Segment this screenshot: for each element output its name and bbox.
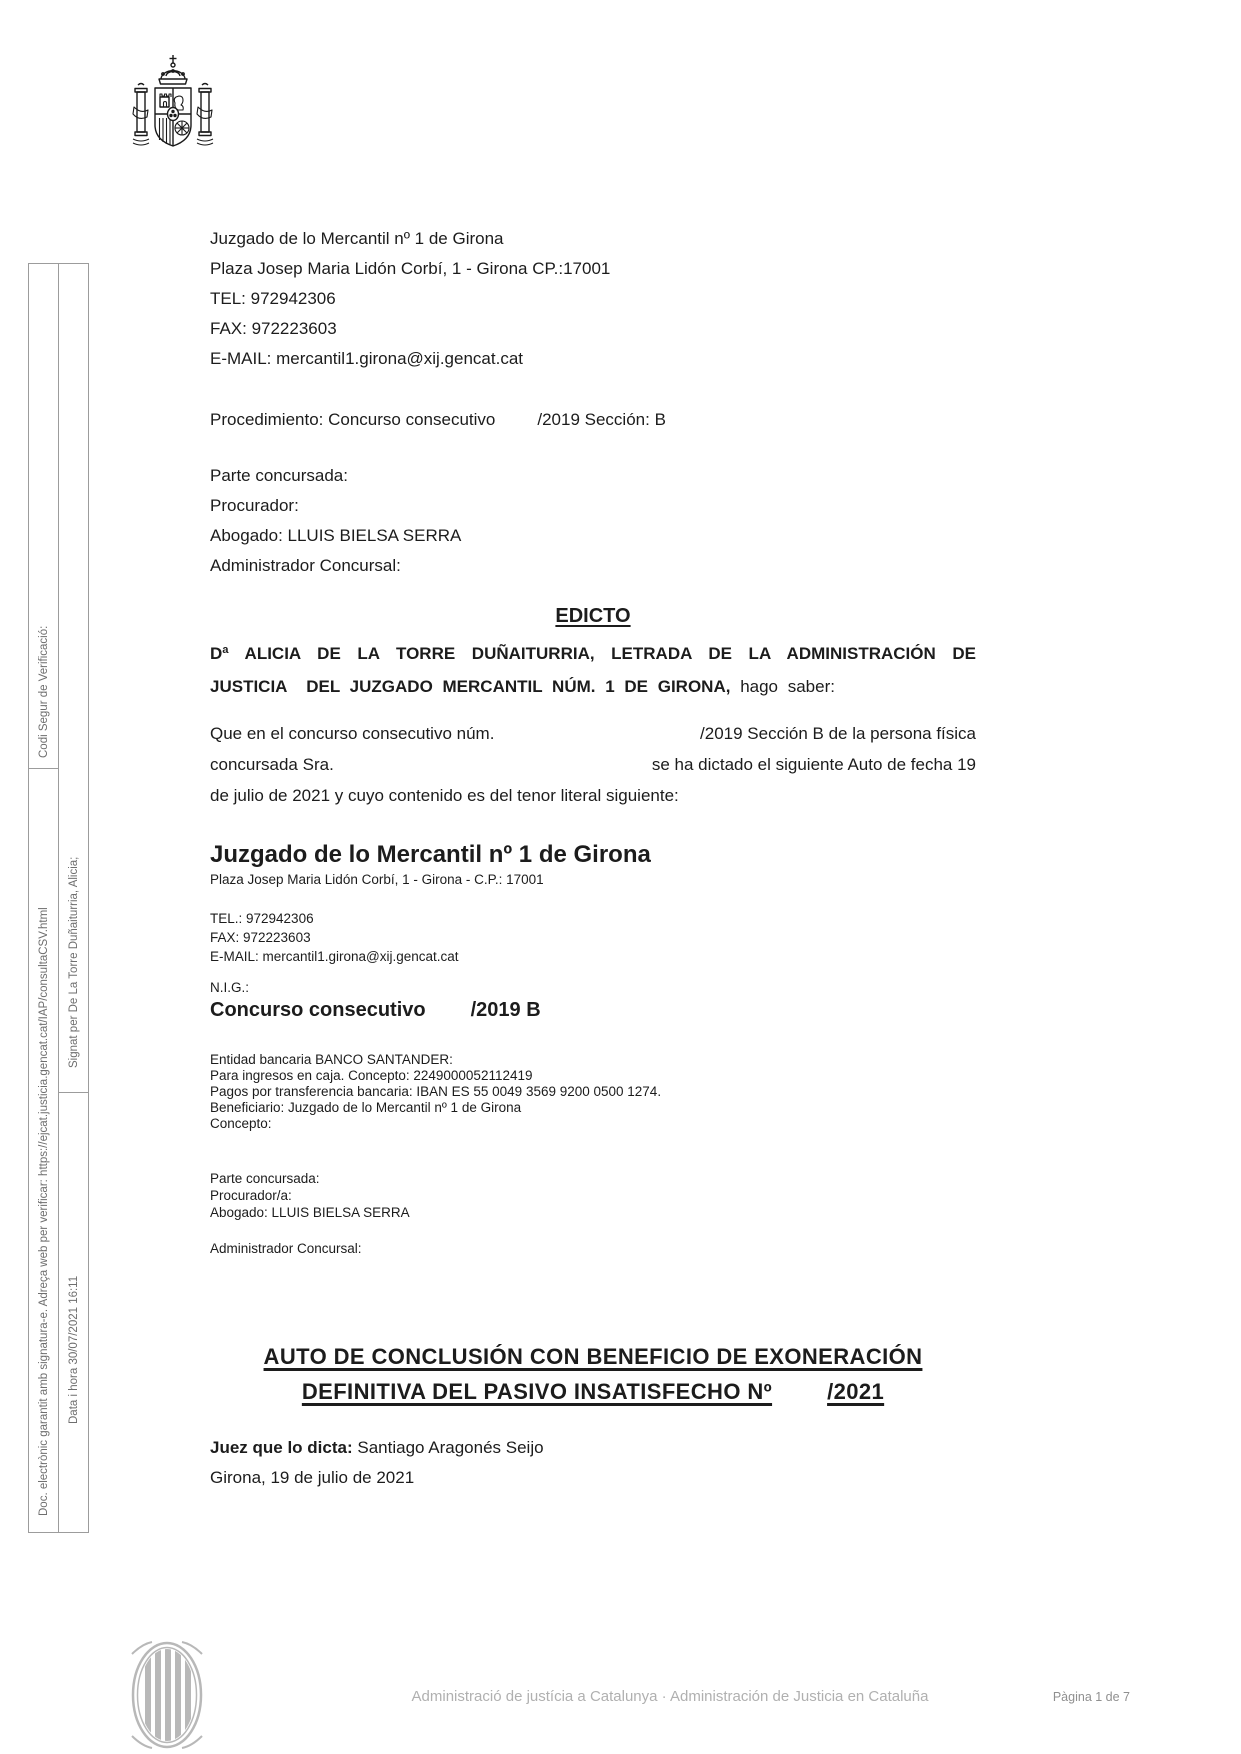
edicto-announcement — [210, 637, 976, 703]
nig-line: N.I.G.: — [210, 980, 250, 995]
court-email: E-MAIL: mercantil1.girona@xij.gencat.cat — [210, 349, 523, 368]
body-line-text: de julio de 2021 y cuyo contenido es del tenor literal siguiente: — [210, 786, 679, 805]
judge-name: Santiago Aragonés Seijo — [357, 1438, 544, 1457]
page-number: Pàgina 1 de 7 — [1052, 1690, 1130, 1704]
administrator-line: Administrador Concursal: — [210, 556, 401, 575]
procedure-ref: /2019 Sección: B — [537, 410, 666, 429]
case-label: Concurso consecutivo — [210, 999, 426, 1021]
body-line-text: concursada Sra. — [210, 755, 334, 774]
body-line — [210, 780, 976, 811]
attorney-line: Procurador: — [210, 496, 299, 515]
court-fax: FAX: 972223603 — [210, 319, 337, 338]
bank-line: Concepto: — [210, 1116, 272, 1131]
court-header — [210, 224, 976, 374]
case-reference — [210, 998, 976, 1022]
bank-line: Beneficiario: Juzgado de lo Mercantil nº 1 de Girona — [210, 1100, 522, 1115]
catalonia-seal-icon — [128, 1638, 206, 1752]
inner-contact-block — [210, 909, 976, 966]
csv-label: Codi Segur de Verificació: — [38, 625, 50, 758]
inner-administrator-line: Administrador Concursal: — [210, 1241, 362, 1256]
auto-title — [210, 1339, 976, 1409]
inner-party-line: Parte concursada: — [210, 1171, 320, 1186]
judge-block — [210, 1433, 976, 1493]
bank-details — [210, 1052, 976, 1132]
inner-party-block — [210, 1170, 976, 1221]
bank-line: Pagos por transferencia bancaria: IBAN ES 55 0049 3569 9200 0500 1274. — [210, 1084, 662, 1099]
procedure-label: Procedimiento: Concurso consecutivo — [210, 410, 496, 429]
announcement-line-1: Dª ALICIA DE LA TORRE DUÑAITURRIA, LETRADA DE LA ADMINISTRACIÓN DE — [210, 644, 976, 663]
auto-title-line-1: AUTO DE CONCLUSIÓN CON BENEFICIO DE EXONERACIÓN — [263, 1344, 923, 1369]
body-line — [210, 718, 976, 749]
party-line: Parte concursada: — [210, 466, 348, 485]
place-date-line: Girona, 19 de julio de 2021 — [210, 1468, 415, 1487]
signature-datetime: Data i hora 30/07/2021 16:11 — [68, 1275, 80, 1424]
bank-line: Entidad bancaria BANCO SANTANDER: — [210, 1052, 453, 1067]
case-ref: /2019 B — [470, 999, 541, 1021]
footer — [210, 1688, 1130, 1705]
body-line — [210, 749, 976, 780]
lawyer-line: Abogado: LLUIS BIELSA SERRA — [210, 526, 462, 545]
announcement-line-2-tail: hago saber: — [740, 677, 835, 696]
inner-lawyer-line: Abogado: LLUIS BIELSA SERRA — [210, 1205, 410, 1220]
inner-tel: TEL.: 972942306 — [210, 911, 314, 926]
edicto-body-paragraph — [210, 718, 976, 811]
party-block — [210, 461, 976, 581]
inner-court-heading: Juzgado de lo Mercantil nº 1 de Girona — [210, 841, 651, 868]
body-line-text: /2019 Sección B de la persona física — [700, 724, 976, 743]
body-line-text: se ha dictado el siguiente Auto de fecha 19 — [651, 755, 976, 774]
spain-coat-of-arms-icon — [128, 52, 218, 164]
inner-attorney-line: Procurador/a: — [210, 1188, 292, 1203]
judge-line — [210, 1433, 976, 1463]
auto-title-line-2a: DEFINITIVA DEL PASIVO INSATISFECHO Nº — [301, 1379, 773, 1404]
signed-by-label: Signat per De La Torre Duñaiturria, Alicia; — [68, 856, 80, 1068]
procedure-line — [210, 405, 976, 435]
inner-email: E-MAIL: mercantil1.girona@xij.gencat.cat — [210, 949, 459, 964]
court-tel: TEL: 972942306 — [210, 289, 336, 308]
court-address: Plaza Josep Maria Lidón Corbí, 1 - Girona CP.:17001 — [210, 259, 611, 278]
announcement-line-2 — [210, 670, 976, 703]
doc-verification-notice: Doc. electrònic garantit amb signatura-e. Adreça web per verificar: https://ejcat.justicia.gencat.cat/IAP/consultaCSV.html — [38, 907, 50, 1516]
footer-administration-text: Administració de justícia a Catalunya · Administración de Justicia en Cataluña — [411, 1688, 929, 1705]
judge-label: Juez que lo dicta: — [210, 1438, 353, 1457]
court-name: Juzgado de lo Mercantil nº 1 de Girona — [210, 229, 504, 248]
body-line-text: Que en el concurso consecutivo núm. — [210, 724, 495, 743]
edicto-title: EDICTO — [555, 605, 631, 627]
document-body — [210, 224, 976, 1493]
bank-line: Para ingresos en caja. Concepto: 2249000052112419 — [210, 1068, 533, 1083]
inner-fax: FAX: 972223603 — [210, 930, 311, 945]
announcement-line-2-bold: JUSTICIA DEL JUZGADO MERCANTIL NÚM. 1 DE GIRONA, — [210, 677, 731, 696]
auto-title-line-2b: /2021 — [827, 1379, 885, 1404]
inner-court-address: Plaza Josep Maria Lidón Corbí, 1 - Girona - C.P.: 17001 — [210, 872, 544, 887]
